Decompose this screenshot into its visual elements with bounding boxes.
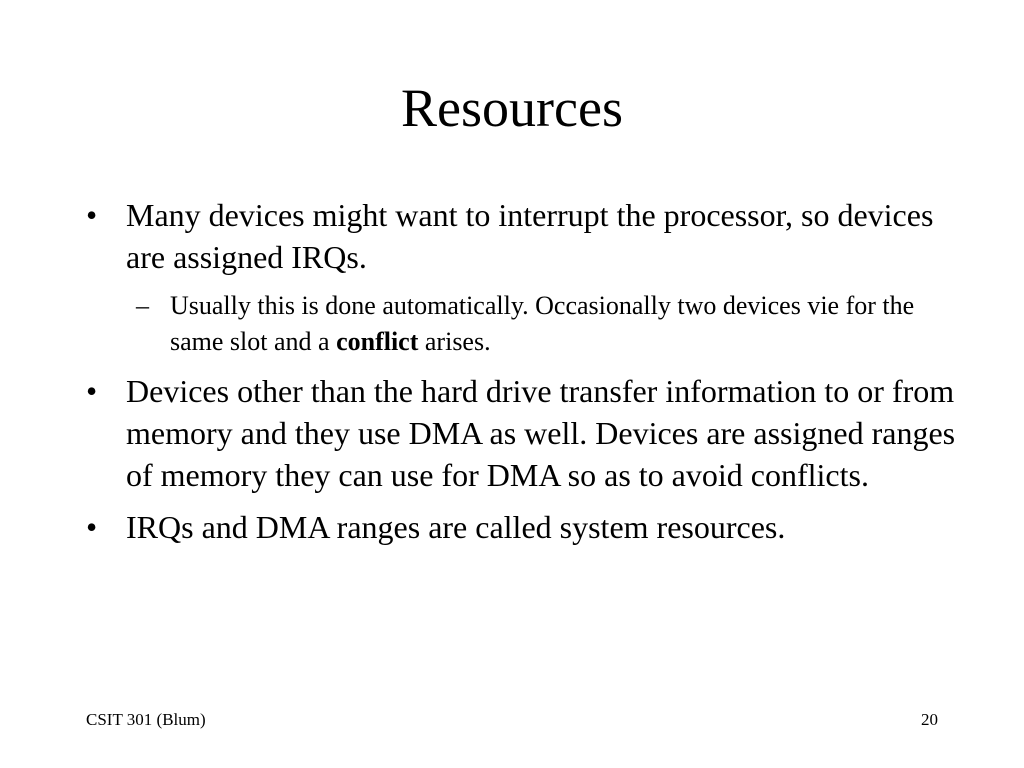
bullet-item — [80, 506, 960, 548]
footer-course-label: CSIT 301 (Blum) — [86, 710, 206, 729]
sub-bullet-marker: – — [136, 291, 149, 320]
slide-body — [80, 194, 960, 558]
bullet-text: Many devices might want to interrupt the processor, so devices are assigned IRQs. — [126, 197, 934, 275]
bullet-marker: • — [86, 197, 98, 233]
bullet-item — [80, 194, 960, 278]
sub-bullet-emphasis: conflict — [336, 327, 419, 356]
slide-title: Resources — [401, 78, 623, 138]
sub-bullet-item — [80, 288, 960, 360]
sub-bullet-text: Usually this is done automatically. Occasionally two devices vie for the same slot and a — [170, 291, 915, 356]
bullet-text: IRQs and DMA ranges are called system resources. — [126, 509, 786, 545]
bullet-item — [80, 370, 960, 496]
sub-bullet-text-end: arises. — [418, 327, 491, 356]
footer-page-number: 20 — [921, 710, 938, 729]
bullet-marker: • — [86, 373, 98, 409]
bullet-marker: • — [86, 509, 98, 545]
bullet-text: Devices other than the hard drive transfer information to or from memory and they use DMA as well. Devices are assigned ranges of memory they can use for DMA so as to avoid conflicts. — [126, 373, 956, 493]
